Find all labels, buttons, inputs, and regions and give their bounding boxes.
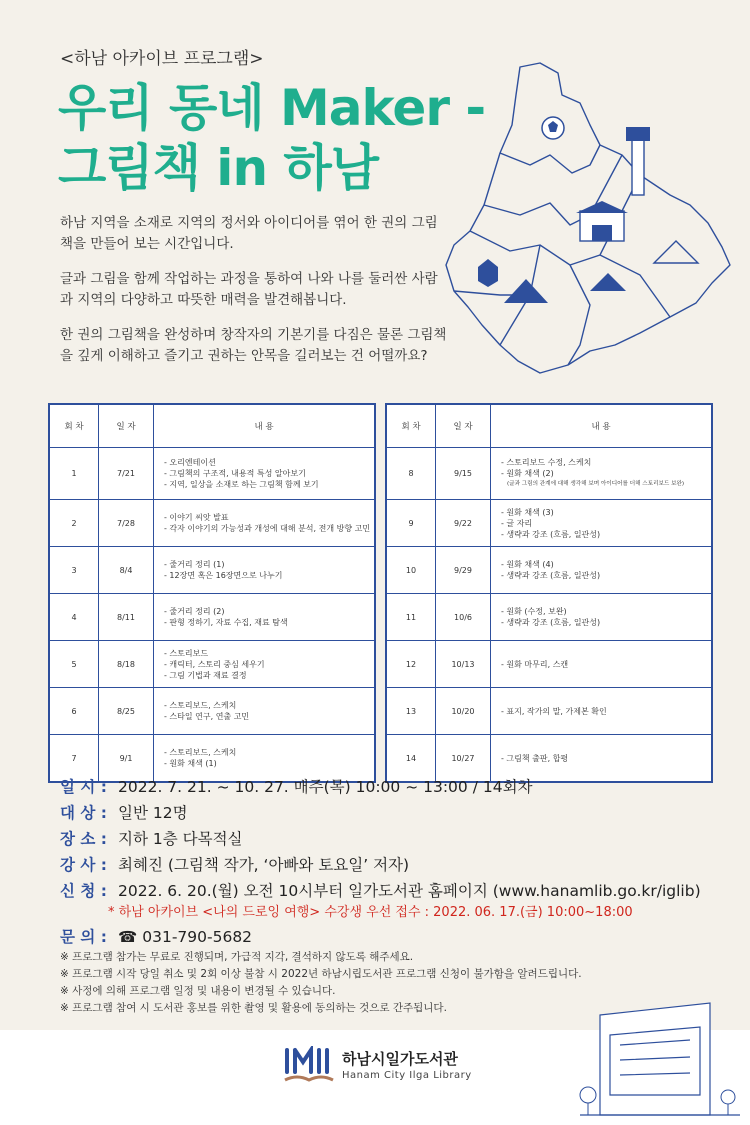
library-name-korean: 하남시일가도서관 — [342, 1050, 458, 1068]
intro-paragraph: 한 권의 그림책을 완성하며 창작자의 기본기를 다짐은 물론 그림책을 깊게 이해하고 즐기고 권하는 안목을 길러보는 건 어떨까요? — [60, 327, 447, 364]
session-content: - 원화 채색 (4) - 생략과 강조 (흐름, 일관성) — [491, 547, 712, 594]
session-content: - 원화 (수정, 보완) - 생략과 강조 (흐름, 일관성) — [491, 594, 712, 641]
col-header-date: 일 자 — [436, 405, 491, 448]
session-content: - 원화 채색 (3) - 글 자리 - 생략과 강조 (흐름, 일관성) — [491, 500, 712, 547]
session-content: - 원화 마무리, 스캔 — [491, 641, 712, 688]
title-line-1: 우리 동네 Maker - — [58, 79, 486, 137]
session-date: 10/6 — [436, 594, 491, 641]
schedule-table-left — [48, 403, 376, 783]
session-content: - 표지, 작가의 말, 가제본 확인 — [491, 688, 712, 735]
program-subtitle: <하남 아카이브 프로그램> — [60, 49, 264, 69]
info-apply: 신 청 : 2022. 6. 20.(월) 오전 10시부터 일가도서관 홈페이지 (www.hanamlib.go.kr/iglib) — [60, 882, 701, 900]
col-header-no: 회 차 — [387, 405, 436, 448]
session-no: 10 — [387, 547, 436, 594]
col-header-content: 내 용 — [154, 405, 375, 448]
session-content: - 스토리보드 - 캐릭터, 스토리 중심 세우기 - 그림 기법과 재료 결정 — [154, 641, 375, 688]
notice-item: ※ 사정에 의해 프로그램 일정 및 내용이 변경될 수 있습니다. — [60, 985, 336, 997]
col-header-date: 일 자 — [99, 405, 154, 448]
apply-priority-note: * 하남 아카이브 <나의 드로잉 여행> 수강생 우선 접수 : 2022. 06. 17.(금) 10:00~18:00 — [108, 905, 633, 920]
session-date: 9/15 — [436, 448, 491, 500]
session-date: 8/18 — [99, 641, 154, 688]
session-content: - 이야기 씨앗 발표 - 각자 이야기의 가능성과 개성에 대해 분석, 전개 방향 고민 — [154, 500, 375, 547]
session-no: 5 — [50, 641, 99, 688]
col-header-no: 회 차 — [50, 405, 99, 448]
session-date: 7/28 — [99, 500, 154, 547]
intro-paragraph: 글과 그림을 함께 작업하는 과정을 통하여 나와 나를 둘러싼 사람과 지역의 다양하고 따뜻한 매력을 발견해봅니다. — [60, 271, 438, 308]
info-lecturer: 강 사 : 최혜진 (그림책 작가, ‘아빠와 토요일’ 저자) — [60, 856, 410, 874]
session-date: 8/25 — [99, 688, 154, 735]
session-date: 10/13 — [436, 641, 491, 688]
session-content: - 스토리보드, 스케치 - 원화 채색 (1) — [154, 735, 375, 782]
info-place: 장 소 : 지하 1층 다목적실 — [60, 830, 243, 848]
notice-item: ※ 프로그램 시작 당일 취소 및 2회 이상 불참 시 2022년 하남시립도서관 프로그램 신청이 불가함을 알려드립니다. — [60, 968, 582, 980]
session-no: 8 — [387, 448, 436, 500]
session-date: 7/21 — [99, 448, 154, 500]
schedule-table-right — [385, 403, 713, 783]
session-no: 14 — [387, 735, 436, 782]
info-date: 일 시 : 2022. 7. 21. ~ 10. 27. 매주(목) 10:00 ~ 13:00 / 14회차 — [60, 778, 533, 796]
session-no: 3 — [50, 547, 99, 594]
title-line-2: 그림책 in 하남 — [58, 139, 379, 197]
session-content: - 스토리보드, 스케치 - 스타일 연구, 연출 고민 — [154, 688, 375, 735]
notice-item: ※ 프로그램 참가는 무료로 진행되며, 가급적 지각, 결석하지 않도록 해주세요. — [60, 951, 414, 963]
session-no: 11 — [387, 594, 436, 641]
session-date: 10/27 — [436, 735, 491, 782]
session-no: 4 — [50, 594, 99, 641]
notice-item: ※ 프로그램 참여 시 도서관 홍보를 위한 촬영 및 활용에 동의하는 것으로 간주됩니다. — [60, 1002, 447, 1014]
session-content: - 스토리보드 수정, 스케치 - 원화 채색 (2) (글과 그림의 관계에 대해 생각해 보며 아이디어를 더해 스토리보드 보완) — [491, 448, 712, 500]
session-content: - 줄거리 정리 (1) - 12장면 혹은 16장면으로 나누기 — [154, 547, 375, 594]
library-logo-icon — [283, 1046, 335, 1088]
session-no: 7 — [50, 735, 99, 782]
intro-text — [60, 213, 450, 381]
session-content: - 그림책 출판, 합평 — [491, 735, 712, 782]
library-building-illustration — [570, 985, 745, 1125]
session-no: 9 — [387, 500, 436, 547]
intro-paragraph: 하남 지역을 소재로 지역의 정서와 아이디어를 엮어 한 권의 그림책을 만들어 보는 시간입니다. — [60, 215, 438, 252]
info-contact: 문 의 : ☎ 031-790-5682 — [60, 928, 253, 946]
session-no: 12 — [387, 641, 436, 688]
program-info — [60, 774, 701, 950]
session-date: 10/20 — [436, 688, 491, 735]
session-date: 8/11 — [99, 594, 154, 641]
session-date: 8/4 — [99, 547, 154, 594]
session-date: 9/1 — [99, 735, 154, 782]
library-name-english: Hanam City Ilga Library — [342, 1070, 472, 1081]
program-title — [58, 78, 485, 198]
col-header-content: 내 용 — [491, 405, 712, 448]
session-content: - 줄거리 정리 (2) - 판형 정하기, 자료 수집, 재료 탐색 — [154, 594, 375, 641]
session-no: 2 — [50, 500, 99, 547]
session-content: - 오리엔테이션 - 그림책의 구조적, 내용적 특성 알아보기 - 지역, 일상을 소재로 하는 그림책 함께 보기 — [154, 448, 375, 500]
session-no: 1 — [50, 448, 99, 500]
session-date: 9/22 — [436, 500, 491, 547]
notice-list — [60, 949, 582, 1017]
session-no: 13 — [387, 688, 436, 735]
session-no: 6 — [50, 688, 99, 735]
info-target: 대 상 : 일반 12명 — [60, 804, 188, 822]
session-date: 9/29 — [436, 547, 491, 594]
hanam-map-illustration — [440, 55, 740, 385]
